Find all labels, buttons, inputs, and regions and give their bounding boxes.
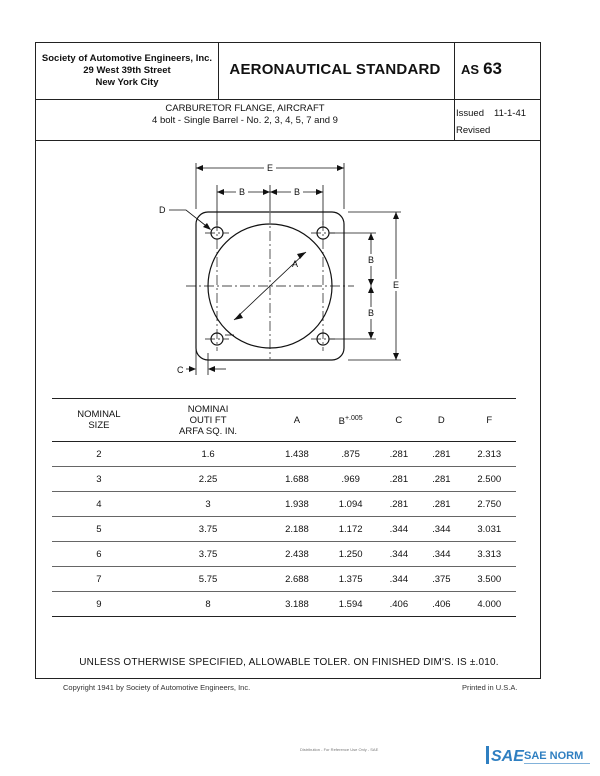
part-description: [36, 103, 454, 127]
standard-prefix: AS: [461, 62, 480, 77]
dim-label-E-side: E: [392, 280, 400, 290]
revised-label: Revised: [456, 125, 491, 136]
logo-text: SAE NORM: [524, 750, 584, 762]
col-C: C: [378, 399, 420, 442]
dim-label-B-left: B: [238, 187, 246, 197]
org-city: New York City: [95, 77, 159, 88]
dim-label-B-upper: B: [367, 255, 375, 265]
issue-info: [456, 105, 542, 139]
sae-norm-logo: [486, 742, 596, 772]
col-outlet-area: NOMINAI OUTI FT ARFA SQ. IN.: [146, 399, 270, 442]
table-header-row: [52, 399, 516, 442]
dim-label-A: A: [292, 259, 299, 269]
table-row: 6 3.75 2.438 1.250 .344 .344 3.313: [52, 542, 516, 567]
part-subtitle: 4 bolt - Single Barrel - No. 2, 3, 4, 5, 7 and 9: [152, 115, 338, 126]
svg-text:SAE: SAE: [491, 748, 524, 765]
printed-in: Printed in U.S.A.: [462, 683, 518, 692]
org-name: Society of Automotive Engineers, Inc.: [41, 53, 213, 64]
standard-number: [461, 59, 541, 79]
logo-bar: [486, 746, 489, 764]
distribution-note: Distribution - For Reference Use Only - SAE: [300, 747, 379, 752]
col-B: $B^{+.005}$: [324, 399, 378, 442]
col-D: D: [420, 399, 462, 442]
copyright-notice: Copyright 1941 by Society of Automotive Engineers, Inc.: [63, 683, 251, 692]
table-row: 4 3 1.938 1.094 .281 .281 2.750: [52, 492, 516, 517]
dim-label-B-lower: B: [367, 308, 375, 318]
col-F: F: [463, 399, 516, 442]
table-row: 5 3.75 2.188 1.172 .344 .344 3.031: [52, 517, 516, 542]
org-street: 29 West 39th Street: [83, 65, 171, 76]
dim-label-E-top: E: [266, 163, 274, 173]
issued-date: 11-1-41: [494, 108, 527, 119]
dim-label-D: D: [159, 205, 166, 215]
table-row: 2 1.6 1.438 .875 .281 .281 2.313: [52, 442, 516, 467]
part-title: CARBURETOR FLANGE, AIRCRAFT: [165, 103, 325, 114]
dim-label-C: C: [177, 365, 184, 375]
flange-drawing: [36, 143, 542, 393]
standard-title: AERONAUTICAL STANDARD: [229, 61, 441, 78]
tolerance-note: UNLESS OTHERWISE SPECIFIED, ALLOWABLE TOLER. ON FINISHED DIM'S. IS ±.010.: [79, 657, 499, 668]
standard-sheet: [35, 42, 541, 679]
dimension-table: [52, 398, 516, 617]
organization-block: [36, 53, 218, 89]
standard-number-value: 63: [483, 59, 502, 78]
table-row: 7 5.75 2.688 1.375 .344 .375 3.500: [52, 567, 516, 592]
col-nominal-size: NOMINAL SIZE: [52, 399, 146, 442]
issued-label: Issued: [456, 108, 484, 119]
table-row: 9 8 3.188 1.594 .406 .406 4.000: [52, 592, 516, 617]
col-A: A: [270, 399, 323, 442]
table-row: 3 2.25 1.688 .969 .281 .281 2.500: [52, 467, 516, 492]
dim-label-B-right: B: [293, 187, 301, 197]
